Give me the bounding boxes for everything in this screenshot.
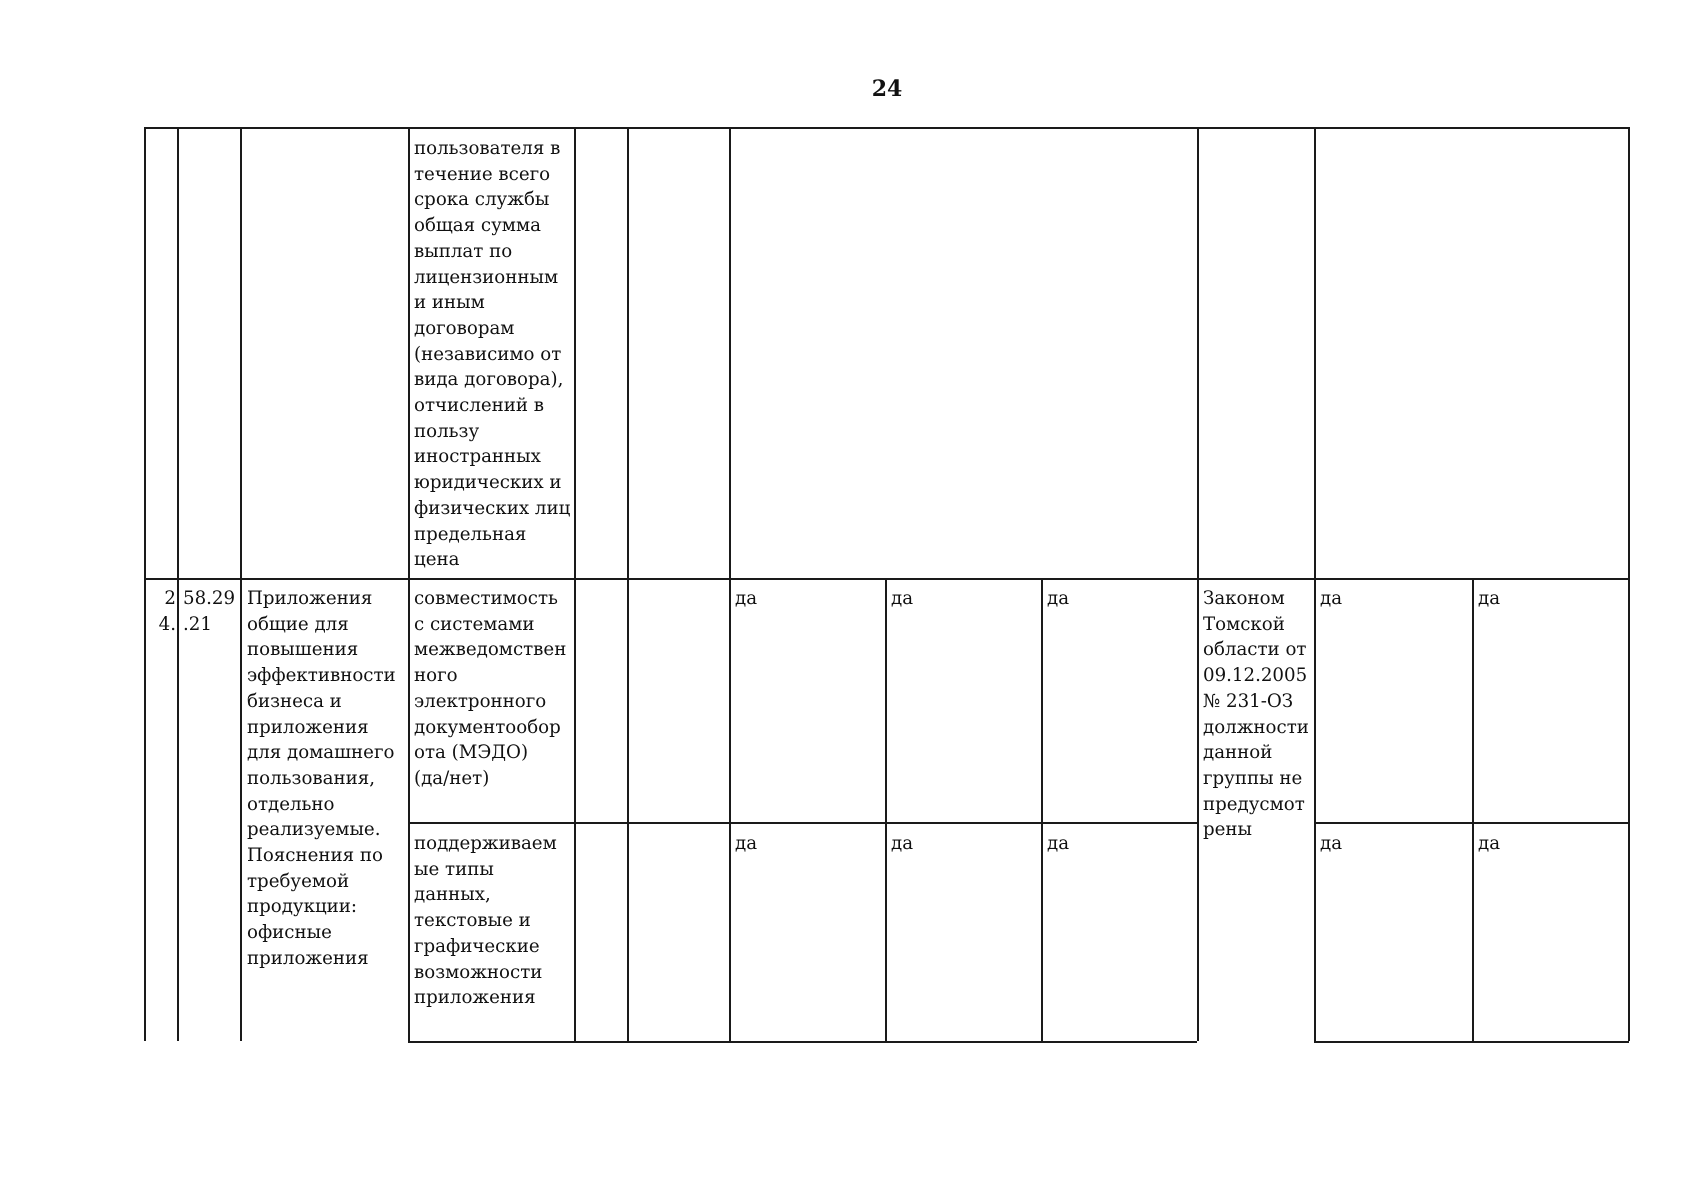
col-border — [1197, 127, 1199, 1041]
table-bottom-border-left — [408, 1041, 1197, 1043]
continued-characteristic-cell: пользователя в течение всего срока службы общая сумма выплат по лицензионным и иным договорам (независимо от вида договора), отчислений в пользу иностранных юридических и физических лиц предельная цена — [414, 138, 571, 571]
characteristic-name: совместимость с системами межведомствен ного электронного документообор ота (МЭДО) (да/нет) — [414, 588, 567, 789]
col-border — [240, 127, 242, 1041]
col-border — [729, 127, 731, 1041]
subcol-border — [1041, 578, 1043, 1041]
okpd2-code: 58.29 .21 — [183, 588, 236, 635]
col-border — [144, 127, 146, 1041]
subcol-border — [1472, 578, 1474, 1041]
subcol-border — [885, 578, 887, 1041]
characteristic-name: поддерживаем ые типы данных, текстовые и графические возможности приложения — [414, 833, 557, 1009]
row-number: 2 4. — [158, 588, 176, 635]
approved-value-cell: да — [1478, 833, 1501, 854]
value-cell: да — [1047, 588, 1070, 609]
col-border — [1628, 127, 1630, 1041]
value-cell: да — [735, 588, 758, 609]
sub-row-divider-left — [408, 822, 1197, 824]
page-number: 24 — [871, 76, 903, 102]
row-divider — [144, 578, 1629, 580]
value-cell: да — [735, 833, 758, 854]
value-cell: да — [891, 588, 914, 609]
approved-value-cell: да — [1320, 588, 1343, 609]
value-cell: да — [1047, 833, 1070, 854]
approved-value-cell: да — [1478, 588, 1501, 609]
table-top-border — [144, 127, 1629, 129]
product-name: Приложения общие для повышения эффективности бизнеса и приложения для домашнего пользования, отдельно реализуемые. Пояснения по требуемой продукции: офисные приложения — [247, 588, 396, 969]
table-bottom-border-right — [1314, 1041, 1629, 1043]
legal-basis: Законом Томской области от 09.12.2005 № 231-ОЗ должности данной группы не предусмот рены — [1203, 588, 1309, 841]
col-border — [627, 127, 629, 1041]
approved-value-cell: да — [1320, 833, 1343, 854]
col-border — [1314, 127, 1316, 1041]
col-border — [177, 127, 179, 1041]
value-cell: да — [891, 833, 914, 854]
col-border — [574, 127, 576, 1041]
